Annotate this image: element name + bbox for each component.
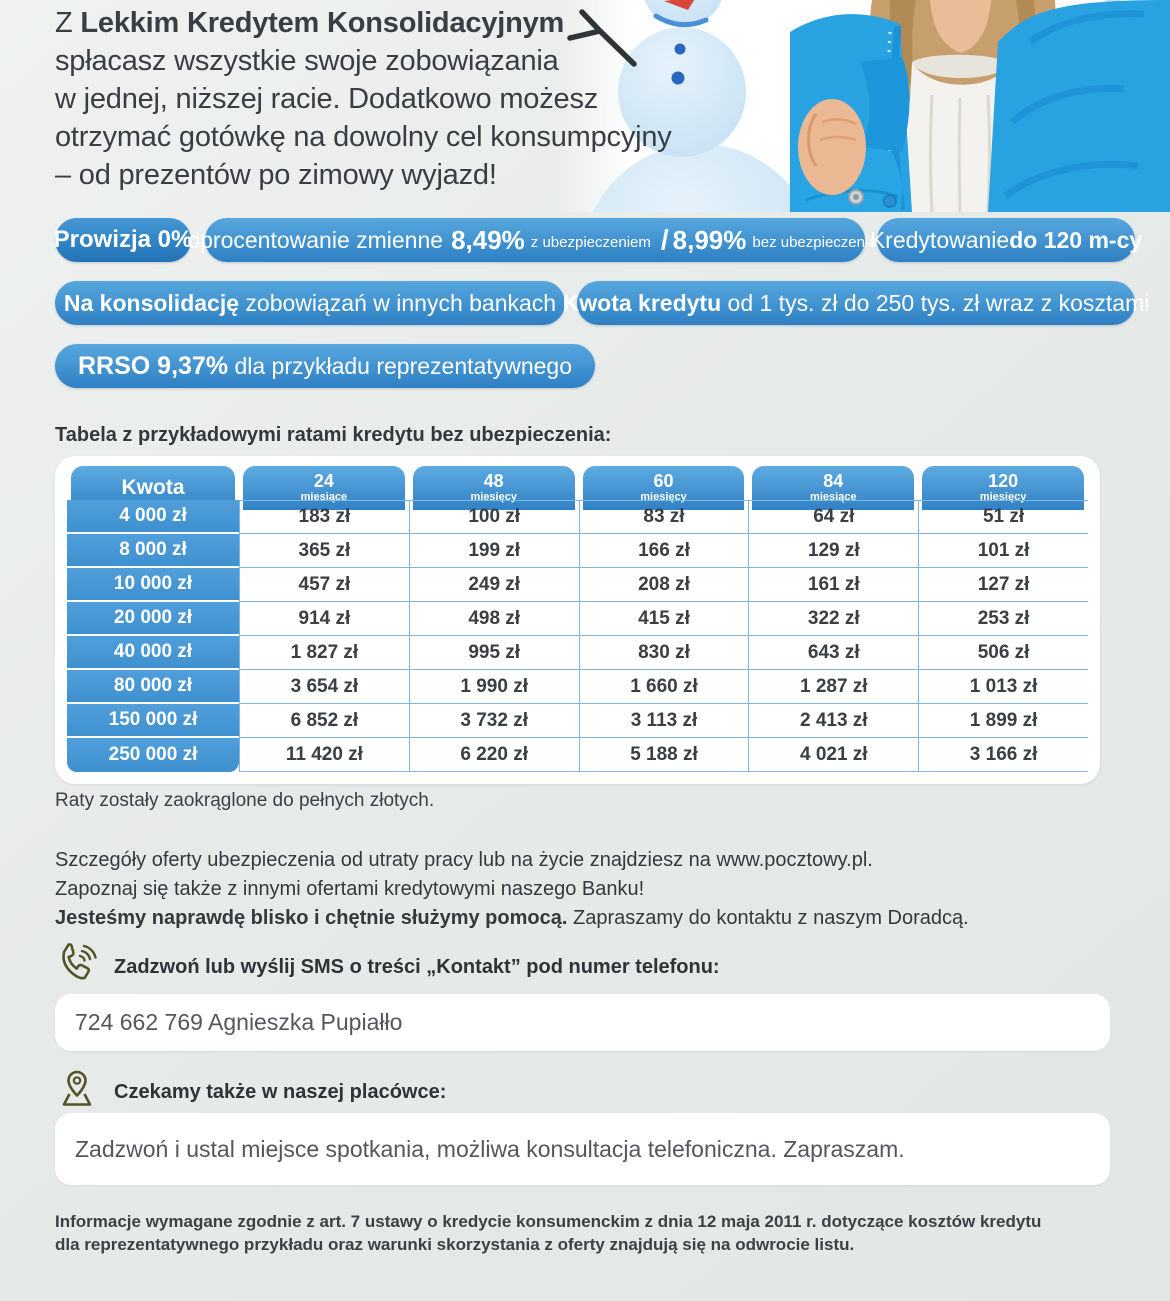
rate-amount-cell: 10 000 zł (67, 568, 239, 602)
rate-value-cell: 3 732 zł (409, 704, 579, 738)
rates-header-months: 120 miesięcy (922, 466, 1084, 510)
rate-amount-cell: 8 000 zł (67, 534, 239, 568)
rate-value-cell: 995 zł (409, 636, 579, 670)
rate-value-cell: 161 zł (748, 568, 918, 602)
rates-header-months: 24 miesiące (243, 466, 405, 510)
term-value: do 120 m-cy (1009, 226, 1143, 253)
rates-table (67, 466, 1088, 772)
badge-loan-term (869, 218, 1143, 262)
rate-value-cell: 249 zł (409, 568, 579, 602)
rates-table-container (55, 456, 1100, 784)
rate-value-cell: 365 zł (239, 534, 409, 568)
intro-line: otrzymać gotówkę na dowolny cel konsumpcyjny (55, 121, 672, 153)
rate-value-cell: 830 zł (579, 636, 749, 670)
interest-note-insured: z ubezpieczeniem (530, 233, 651, 251)
rate-amount-cell: 80 000 zł (67, 670, 239, 704)
rate-value-cell: 1 287 zł (748, 670, 918, 704)
rates-header-amount: Kwota (71, 466, 235, 510)
rate-value-cell: 3 166 zł (918, 738, 1088, 772)
rate-value-cell: 208 zł (579, 568, 749, 602)
rate-value-cell: 166 zł (579, 534, 749, 568)
rate-value-cell: 101 zł (918, 534, 1088, 568)
interest-rate-insured: 8,49% (451, 224, 525, 255)
rate-amount-cell: 150 000 zł (67, 704, 239, 738)
rate-value-cell: 415 zł (579, 602, 749, 636)
consolidation-bold: Na konsolidację (63, 289, 240, 316)
rate-amount-cell: 20 000 zł (67, 602, 239, 636)
rate-value-cell: 1 990 zł (409, 670, 579, 704)
rates-table-footnote: Raty zostały zaokrąglone do pełnych złotych. (55, 790, 435, 811)
badge-provision (55, 218, 191, 262)
rate-amount-cell: 40 000 zł (67, 636, 239, 670)
intro-line: spłacasz wszystkie swoje zobowiązania (55, 45, 559, 77)
woman-illustration (790, 0, 1170, 212)
branch-info-value: Zadzwoń i ustal miejsce spotkania, możliwa konsultacja telefoniczna. Zapraszam. (75, 1135, 905, 1162)
badge-interest-rate (187, 218, 877, 262)
legal-note-line: Informacje wymagane zgodnie z art. 7 ustawy o kredycie konsumenckim z dnia 12 maja 2011 r. dotyczące kosztów kredytu (55, 1212, 1042, 1231)
rates-header-months: 48 miesięcy (413, 466, 575, 510)
rates-header-months: 60 miesięcy (583, 466, 745, 510)
rate-value-cell: 1 660 zł (579, 670, 749, 704)
consolidation-rest: zobowiązań w innych bankach (239, 289, 557, 316)
rate-value-cell: 100 zł (409, 500, 579, 534)
info-line: Jesteśmy naprawdę blisko i chętnie służymy pomocą. Zapraszamy do kontaktu z naszym Doradcą. (55, 907, 969, 929)
rate-value-cell: 11 420 zł (239, 738, 409, 772)
rate-value-cell: 643 zł (748, 636, 918, 670)
map-pin-icon (55, 1066, 99, 1110)
rate-value-cell: 914 zł (239, 602, 409, 636)
interest-label: oprocentowanie zmienne (187, 226, 444, 253)
rate-value-cell: 83 zł (579, 500, 749, 534)
rate-value-cell: 3 113 zł (579, 704, 749, 738)
branch-prompt: Czekamy także w naszej placówce: (114, 1081, 447, 1103)
rrso-rest: dla przykładu reprezentatywnego (228, 352, 572, 379)
phone-number-box (55, 994, 1110, 1051)
rate-value-cell: 129 zł (748, 534, 918, 568)
rrso-bold: RRSO 9,37% (78, 351, 229, 380)
term-label: Kredytowanie (869, 226, 1010, 253)
rate-value-cell: 1 899 zł (918, 704, 1088, 738)
rate-value-cell: 51 zł (918, 500, 1088, 534)
rate-amount-cell: 250 000 zł (67, 738, 239, 772)
phone-prompt: Zadzwoń lub wyślij SMS o treści „Kontakt” pod numer telefonu: (114, 956, 720, 978)
interest-slash: / (660, 224, 669, 255)
intro-line: Z Lekkim Kredytem Konsolidacyjnym (55, 7, 565, 39)
badge-consolidation (55, 281, 565, 325)
rate-value-cell: 506 zł (918, 636, 1088, 670)
loan-amount-rest: od 1 tys. zł do 250 tys. zł wraz z kosztami (721, 289, 1150, 316)
legal-note-line: dla reprezentatywnego przykładu oraz warunki skorzystania z oferty znajdują się na odwrocie listu. (55, 1235, 855, 1254)
jacket-snap-button (884, 195, 896, 207)
legal-note (55, 1210, 1041, 1256)
rate-value-cell: 1 013 zł (918, 670, 1088, 704)
branch-info-box (55, 1113, 1110, 1185)
badge-loan-amount (562, 281, 1150, 325)
badge-provision-label: Prowizja 0% (53, 226, 193, 253)
rate-value-cell: 64 zł (748, 500, 918, 534)
rates-header-months: 84 miesiące (752, 466, 914, 510)
rate-value-cell: 6 852 zł (239, 704, 409, 738)
loan-amount-bold: Kwota kredytu (562, 289, 722, 316)
rate-value-cell: 253 zł (918, 602, 1088, 636)
intro-line: – od prezentów po zimowy wyjazd! (55, 159, 497, 191)
badge-rrso (55, 344, 595, 388)
rate-value-cell: 183 zł (239, 500, 409, 534)
rate-value-cell: 199 zł (409, 534, 579, 568)
rate-value-cell: 127 zł (918, 568, 1088, 602)
rate-value-cell: 4 021 zł (748, 738, 918, 772)
phone-number-value: 724 662 769 Agnieszka Pupiałło (75, 1009, 403, 1035)
rate-amount-cell: 4 000 zł (67, 500, 239, 534)
rate-value-cell: 498 zł (409, 602, 579, 636)
intro-text (55, 4, 695, 194)
rate-value-cell: 3 654 zł (239, 670, 409, 704)
offer-info-text (55, 846, 969, 933)
info-line: Szczegóły oferty ubezpieczenia od utraty pracy lub na życie znajdziesz na www.pocztowy.pl. (55, 849, 873, 871)
rate-value-cell: 5 188 zł (579, 738, 749, 772)
rate-value-cell: 457 zł (239, 568, 409, 602)
rate-value-cell: 6 220 zł (409, 738, 579, 772)
intro-line: w jednej, niższej racie. Dodatkowo możesz (55, 83, 599, 115)
phone-icon (55, 942, 99, 986)
rates-table-caption: Tabela z przykładowymi ratami kredytu bez ubezpieczenia: (55, 424, 612, 446)
interest-rate-uninsured: 8,99% (672, 224, 747, 255)
interest-note-uninsured: bez ubezpieczenia (752, 233, 877, 251)
info-line: Zapoznaj się także z innymi ofertami kredytowymi naszego Banku! (55, 878, 645, 900)
rate-value-cell: 2 413 zł (748, 704, 918, 738)
rate-value-cell: 322 zł (748, 602, 918, 636)
rate-value-cell: 1 827 zł (239, 636, 409, 670)
